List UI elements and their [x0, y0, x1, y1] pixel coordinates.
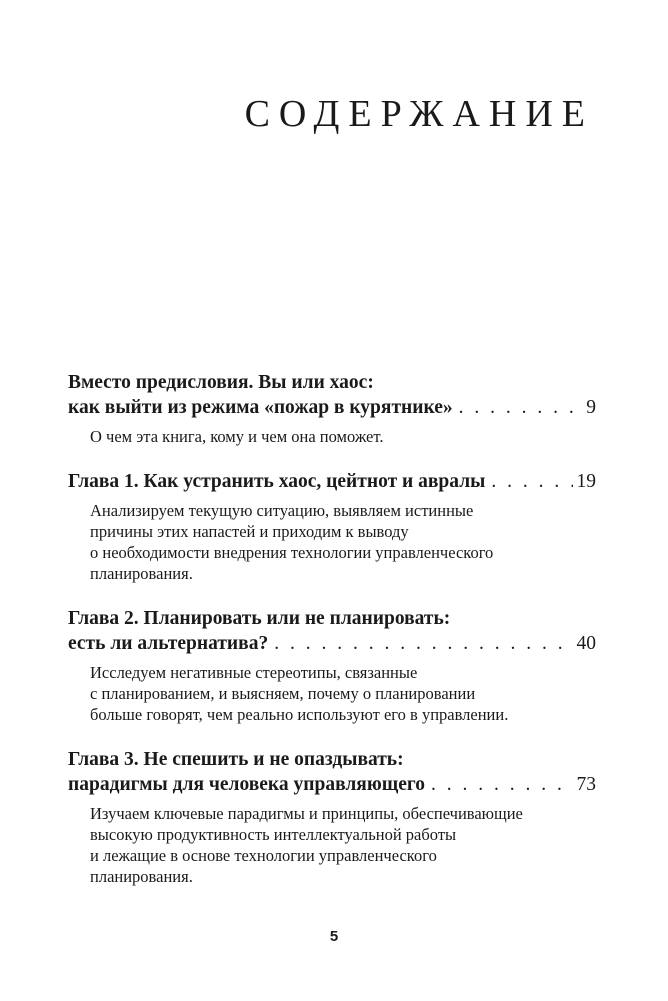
toc-entry-heading-line1: Глава 3. Не спешить и не опаздывать: [68, 749, 404, 770]
dot-leader [274, 631, 572, 656]
toc-entry-page-number: 9 [586, 397, 596, 418]
toc-entry-description: О чем эта книга, кому и чем она поможет. [90, 427, 384, 446]
toc-entry-page-number: 73 [576, 774, 596, 795]
toc-entry-chapter-1[interactable] [68, 469, 596, 584]
toc-entry-page-number: 40 [576, 633, 596, 654]
toc-entry-heading-row [68, 395, 596, 420]
dot-leader [491, 469, 572, 494]
toc-entry-heading-line1: Глава 2. Планировать или не планировать: [68, 608, 451, 629]
toc-entry-description: Исследуем негативные стереотипы, связанные с планированием, и выясняем, почему о планировании больше говорят, чем реально используют его в управлении. [90, 663, 509, 724]
table-of-contents [68, 370, 596, 909]
toc-entry-heading-line2: Глава 1. Как устранить хаос, цейтнот и авралы [68, 471, 486, 492]
page-number: 5 [329, 928, 339, 945]
toc-entry-preface[interactable] [68, 370, 596, 447]
toc-entry-description: Анализируем текущую ситуацию, выявляем истинные причины этих напастей и приходим к выводу о необходимости внедрения технологии управленческого планирования. [90, 501, 494, 583]
dot-leader [459, 395, 583, 420]
toc-entry-page-number: 19 [576, 471, 596, 492]
toc-entry-chapter-2[interactable] [68, 606, 596, 725]
page-title: СОДЕРЖАНИЕ [244, 93, 594, 135]
toc-entry-chapter-3[interactable] [68, 747, 596, 887]
toc-entry-heading-line2: как выйти из режима «пожар в курятнике» [68, 397, 453, 418]
toc-entry-heading-line2: парадигмы для человека управляющего [68, 774, 425, 795]
toc-entry-heading-row [68, 772, 596, 797]
toc-entry-heading-line2: есть ли альтернатива? [68, 633, 269, 654]
toc-entry-heading-line1: Вместо предисловия. Вы или хаос: [68, 372, 374, 393]
dot-leader [431, 772, 573, 797]
toc-entry-heading-row [68, 469, 596, 494]
toc-entry-description: Изучаем ключевые парадигмы и принципы, обеспечивающие высокую продуктивность интеллектуальной работы и лежащие в основе технологии управленческого планирования. [90, 804, 523, 886]
toc-entry-heading-row [68, 631, 596, 656]
